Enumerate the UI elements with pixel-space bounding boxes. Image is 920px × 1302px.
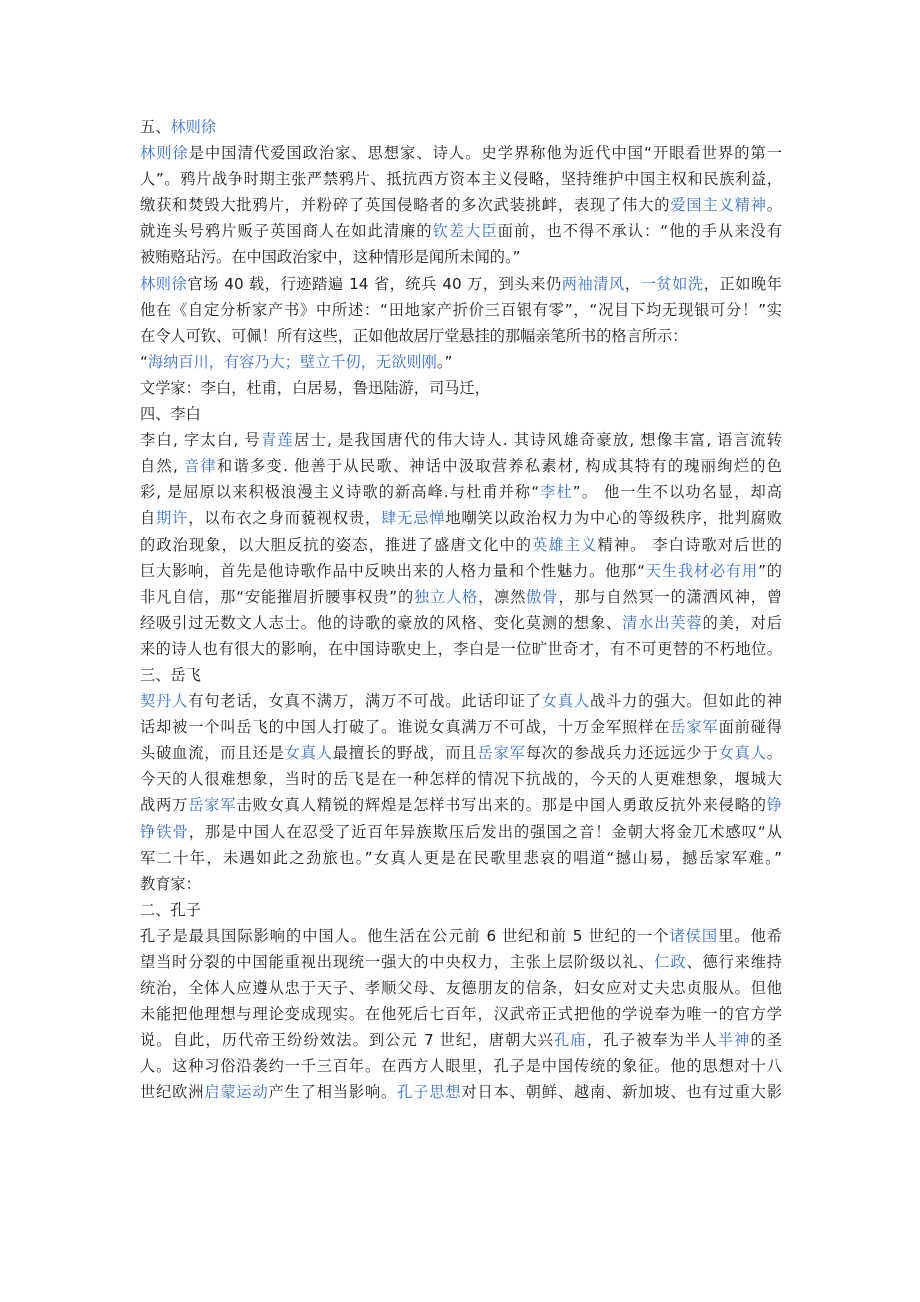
- text-run: 军二十年，未遇如此之劲旅也。”女真人更是在民歌里悲哀的唱道“撼山易，撼岳家军难。”: [140, 848, 782, 867]
- text-line: [140, 949, 782, 975]
- text-link[interactable]: 钦差大臣: [432, 222, 498, 241]
- text-run: 非凡自信，那“安能摧眉折腰事权贵”的: [140, 587, 414, 606]
- text-run: 面前碰得: [718, 718, 782, 737]
- text-run: 战两万: [140, 796, 189, 815]
- text-link[interactable]: 期许: [156, 509, 189, 528]
- text-run: 是中国清代爱国政治家、思想家、诗人。史学界称他为近代中国“开眼看世界的第一: [188, 144, 782, 163]
- text-line: [140, 349, 782, 375]
- text-line: [140, 714, 782, 740]
- text-run: 在令人可钦、可佩！所有这些，正如他故居厅堂悬挂的那幅亲笔所书的格言所示：: [140, 326, 688, 345]
- text-run: ，: [624, 274, 641, 293]
- text-link[interactable]: 林则徐: [140, 274, 188, 293]
- text-run: 每次的参战兵力还远远少于: [525, 744, 719, 763]
- text-run: 击败女真人精锐的辉煌是怎样书写出来的。那是中国人勇敢反抗外来侵略的: [236, 796, 767, 815]
- text-run: ，那是中国人在忍受了近百年异族欺压后发出的强国之音！金朝大将金兀术感叹“从: [188, 822, 782, 841]
- text-run: ”的: [758, 561, 782, 580]
- text-line: [140, 401, 782, 427]
- text-line: [140, 244, 782, 270]
- text-run: 被贿赂玷污。在中国政治家中，这种情形是闻所未闻的。”: [140, 248, 521, 267]
- text-run: 最擅长的野战，而且: [332, 744, 478, 763]
- text-run: 产生了相当影响。: [268, 1083, 398, 1102]
- text-line: [140, 740, 782, 766]
- text-run: ，凛然: [478, 587, 527, 606]
- text-run: 教育家：: [140, 874, 201, 893]
- text-line: [140, 479, 782, 505]
- text-link[interactable]: 岳家军: [188, 796, 237, 815]
- text-line: [140, 584, 782, 610]
- text-link[interactable]: 傲骨: [526, 587, 559, 606]
- text-line: [140, 923, 782, 949]
- text-run: 统治，全体人应遵从忠于天子、孝顺父母、友德朋友的信条，妇女应对丈夫忠贞服从。但他: [140, 979, 782, 998]
- text-run: 。: [766, 744, 783, 763]
- text-run: ”。 他一生不以功名显，却高: [572, 483, 782, 502]
- text-run: 今天的人很难想象，当时的岳飞是在一种怎样的情况下抗战的，今天的人更难想象，堰城大: [140, 770, 782, 789]
- text-line: [140, 427, 782, 453]
- text-run: ，以布衣之身而藐视权贵，: [188, 509, 382, 528]
- text-link[interactable]: 铮铁骨: [140, 822, 189, 841]
- text-line: [140, 375, 782, 401]
- text-line: [140, 297, 782, 323]
- text-line: [140, 140, 782, 166]
- text-link[interactable]: 海纳百川，有容乃大；壁立千仞，无欲则刚: [147, 352, 437, 371]
- text-run: ，那与自然冥一的潇洒风神，曾: [558, 587, 782, 606]
- text-line: [140, 114, 782, 140]
- text-line: [140, 532, 782, 558]
- text-run: 的美，对后: [702, 613, 782, 632]
- text-line: [140, 1053, 782, 1079]
- text-run: 望当时分裂的中国能重视出现统一强大的中央权力，主张上层阶级以礼、: [140, 953, 655, 971]
- text-link[interactable]: 独立人格: [414, 587, 479, 606]
- text-run: 地嘲笑以政治权力为中心的等级秩序，批判腐败: [445, 509, 783, 528]
- text-line: [140, 610, 782, 636]
- text-line: [140, 662, 782, 688]
- text-run: “: [140, 352, 148, 371]
- text-line: [140, 975, 782, 1001]
- text-run: 他在《自定分析家产书》中所述：“田地家产折价三百银有零”，“况目下均无现银可分！”实: [140, 300, 782, 319]
- text-run: 人”。鸦片战争时期主张严禁鸦片、抵抗西方资本主义侵略，坚持维护中国主权和民族利益，: [140, 170, 782, 189]
- text-run: 李白, 字太白, 号: [140, 431, 261, 450]
- text-run: 头破血流，而且还是: [140, 744, 285, 763]
- text-line: [140, 558, 782, 584]
- text-link[interactable]: 一贫如洗: [640, 274, 704, 293]
- text-link[interactable]: 英雄主义: [532, 535, 598, 554]
- text-link[interactable]: 启蒙运动: [204, 1083, 269, 1102]
- text-line: [140, 792, 782, 818]
- text-run: 自: [140, 509, 157, 528]
- text-line: [140, 192, 782, 218]
- text-link[interactable]: 李杜: [539, 483, 573, 502]
- text-link[interactable]: 女真人: [284, 744, 333, 763]
- text-link[interactable]: 铮: [766, 796, 782, 815]
- text-run: 五、: [140, 118, 171, 136]
- text-run: 。: [766, 196, 782, 215]
- text-line: [140, 871, 782, 897]
- text-line: [140, 819, 782, 845]
- text-run: 战斗力的强大。但如此的神: [590, 692, 782, 711]
- text-run: ，正如晚年: [703, 274, 782, 293]
- text-line: [140, 1001, 782, 1027]
- text-link[interactable]: 孔庙: [554, 1031, 587, 1050]
- text-run: 未能把他理想与理论变成现实。在他死后七百年，汉武帝正式把他的学说奉为唯一的官方学: [140, 1005, 782, 1024]
- text-run: 孔子是最具国际影响的中国人。他生活在公元前 6 世纪和前 5 世纪的一个: [140, 926, 670, 945]
- text-run: 话却被一个叫岳飞的中国人打破了。谁说女真满万不可战，十万金军照样在: [140, 718, 671, 737]
- text-link[interactable]: 林则徐: [140, 144, 189, 163]
- text-run: 世纪欧洲: [140, 1083, 205, 1102]
- text-run: 有句老话，女真不满万，满万不可战。此话印证了: [188, 692, 542, 711]
- text-run: 和谐多变. 他善于从民歌、神话中汲取营养私素材, 构成其特有的瑰丽绚烂的色: [216, 457, 782, 476]
- document-body: [140, 114, 782, 1106]
- text-link[interactable]: 岳家军: [477, 744, 526, 763]
- text-run: 人。这种习俗沿袭约一千三百年。在西方人眼里，孔子是中国传统的象征。他的思想对十八: [140, 1057, 782, 1076]
- text-line: [140, 453, 782, 479]
- text-run: 就连头号鸦片贩子英国商人在如此清廉的: [140, 222, 433, 241]
- text-line: [140, 766, 782, 792]
- text-line: [140, 505, 782, 531]
- text-line: [140, 166, 782, 192]
- text-run: 四、李白: [140, 405, 201, 424]
- text-run: 。”: [436, 352, 453, 371]
- text-link[interactable]: 契丹人: [140, 692, 189, 711]
- text-run: 文学家：李白，杜甫，白居易，鲁迅陆游，司马迁，: [140, 378, 490, 397]
- text-line: [140, 1079, 782, 1105]
- text-line: [140, 218, 782, 244]
- text-link[interactable]: 青莲: [260, 431, 294, 450]
- text-link[interactable]: 诸侯国: [669, 926, 719, 945]
- text-run: 缴获和焚毁大批鸦片，并粉碎了英国侵略者的多次武装挑衅，表现了伟大的: [140, 196, 671, 215]
- text-link[interactable]: 天生我材必有用: [644, 561, 759, 580]
- text-run: 居士, 是我国唐代的伟大诗人. 其诗风雄奇豪放, 想像丰富, 语言流转: [293, 431, 782, 450]
- text-link[interactable]: 两袖清风: [561, 274, 625, 293]
- text-run: 、德行来维持: [686, 953, 783, 971]
- text-link[interactable]: 女真人: [541, 692, 590, 711]
- text-line: [140, 845, 782, 871]
- text-run: 巨大影响，首先是他诗歌作品中反映出来的人格力量和个性魅力。他那“: [140, 561, 645, 580]
- text-link[interactable]: 岳家军: [670, 718, 719, 737]
- text-run: ，孔子被奉为半人: [586, 1031, 718, 1050]
- text-link[interactable]: 女真人: [718, 744, 767, 763]
- text-line: [140, 1027, 782, 1053]
- text-run: 对日本、朝鲜、越南、新加坡、也有过重大影: [461, 1083, 782, 1102]
- text-line: [140, 897, 782, 923]
- text-line: [140, 688, 782, 714]
- text-run: 经吸引过无数文人志士。他的诗歌的豪放的风格、变化莫测的想象、: [140, 613, 623, 632]
- text-run: 精神。 李白诗歌对后世的: [597, 535, 782, 554]
- text-run: 的圣: [750, 1031, 783, 1050]
- text-link[interactable]: 孔子思想: [397, 1083, 462, 1102]
- text-run: 自然,: [140, 457, 184, 476]
- text-link[interactable]: 肆无忌惮: [381, 509, 446, 528]
- text-run: 三、岳飞: [140, 665, 201, 684]
- text-link[interactable]: 爱国主义精神: [670, 196, 767, 215]
- text-run: 官场 40 载，行迹踏遍 14 省，统兵 40 万，到头来仍: [187, 274, 562, 293]
- text-run: 里。他希: [718, 926, 782, 945]
- text-link[interactable]: 仁政: [654, 953, 687, 971]
- text-line: [140, 323, 782, 349]
- text-run: 二、孔子: [140, 900, 201, 919]
- text-run: 来的诗人也有很大的影响，在中国诗歌史上，李白是一位旷世奇才，有不可更替的不朽地位。: [140, 639, 782, 658]
- text-run: 的政治现象，以大胆反抗的姿态，推进了盛唐文化中的: [140, 535, 533, 554]
- text-run: 彩, 是屈原以来积极浪漫主义诗歌的新高峰.与杜甫并称“: [140, 483, 540, 502]
- text-line: [140, 636, 782, 662]
- text-line: [140, 271, 782, 297]
- text-run: 说。自此，历代帝王纷纷效法。到公元 7 世纪，唐朝大兴: [140, 1031, 555, 1050]
- text-link[interactable]: 清水出芙蓉: [622, 613, 703, 632]
- text-link[interactable]: 林则徐: [170, 118, 217, 136]
- text-link[interactable]: 半神: [717, 1031, 751, 1050]
- text-link[interactable]: 音律: [183, 457, 217, 476]
- text-run: 面前，也不得不承认：“他的手从来没有: [497, 222, 782, 241]
